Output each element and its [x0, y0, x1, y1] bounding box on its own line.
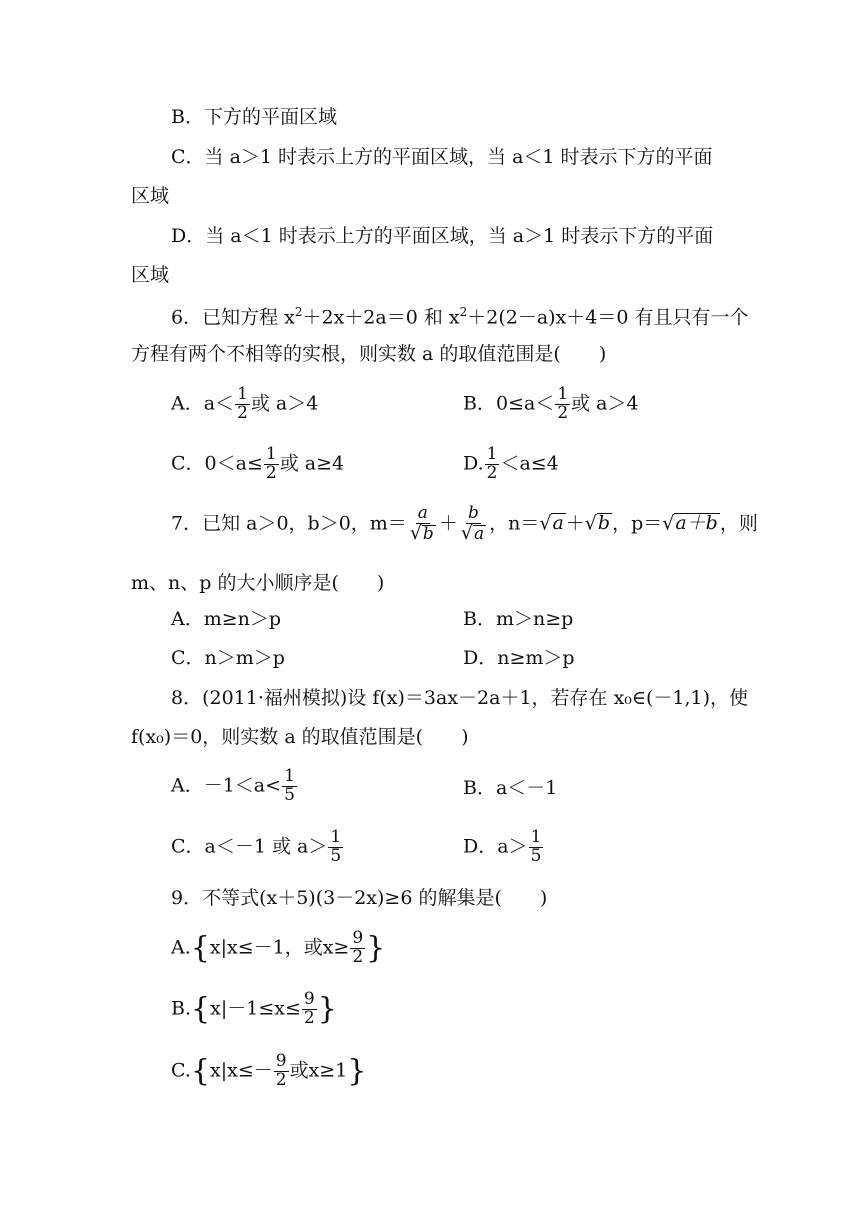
- q9-option-a: A.{x|x≤－1，或x≥ $\frac{9}{2}$ }: [171, 928, 386, 967]
- q6-stem-part-c: ＋2(2－a)x＋4＝0 有且只有一个: [467, 306, 749, 329]
- left-brace: {: [190, 1053, 210, 1089]
- fraction-one-fifth: $\frac{1}{5}$: [530, 827, 542, 866]
- q8-a-pre: A．－1＜a<: [171, 774, 282, 797]
- q6-square-2: 2: [459, 305, 468, 319]
- q6-option-a: [171, 386, 318, 423]
- q8-option-b: B．a＜－1: [463, 777, 558, 799]
- fraction-one-fifth: $\frac{1}{5}$: [284, 766, 295, 805]
- q5-option-c-line1: C．当 a＞1 时表示上方的平面区域，当 a＜1 时表示下方的平面: [171, 146, 713, 168]
- q6-b-pre: B．0≤a＜: [463, 392, 555, 415]
- q7-option-a: A．m≥n＞p: [171, 608, 282, 630]
- q7-option-b: B．m＞n≥p: [463, 608, 574, 630]
- q6-b-post: 或 a＞4: [571, 392, 639, 415]
- q6-stem-line2: 方程有两个不相等的实根，则实数 a 的取值范围是( ): [131, 343, 607, 365]
- left-brace: {: [190, 930, 210, 966]
- q7-stem-line2: m、n、p 的大小顺序是( ): [131, 572, 385, 594]
- q6-c-pre: C．0＜a≤: [171, 452, 263, 475]
- radical-sign: √: [662, 512, 675, 535]
- q6-a-pre: A．a＜: [171, 392, 235, 415]
- q7-option-c: C．n＞m＞p: [171, 647, 285, 669]
- q6-a-post: 或 a＞4: [250, 392, 319, 415]
- q5-option-b: B．下方的平面区域: [171, 106, 337, 128]
- q5-option-d-line2: 区域: [131, 264, 170, 286]
- q5-option-d-line1: D．当 a＜1 时表示上方的平面区域，当 a＞1 时表示下方的平面: [171, 225, 714, 247]
- q6-stem-part-a: 6．已知方程 x: [171, 306, 295, 329]
- right-brace: }: [317, 991, 337, 1027]
- q5-option-c-line2: 区域: [131, 185, 170, 207]
- q9-option-b: B.{x|－1≤x≤ $\frac{9}{2}$ }: [171, 989, 337, 1028]
- radical-sign: √: [584, 512, 597, 535]
- q8-stem-line1: 8．(2011·福州模拟)设 f(x)＝3ax－2a＋1，若存在 x₀∈(－1,1)，使: [171, 687, 749, 709]
- q6-square-1: 2: [294, 305, 303, 319]
- q6-option-d: [463, 446, 559, 483]
- fraction-one-half: $\frac{1}{2}$: [237, 384, 248, 423]
- q6-stem-part-b: ＋2x＋2a＝0 和 x: [302, 306, 460, 329]
- q7-option-d: D．n≥m＞p: [463, 647, 575, 669]
- fraction-nine-halves: $\frac{9}{2}$: [352, 928, 364, 967]
- radical-sign: √: [539, 512, 552, 535]
- q7-stem-line1: 7．已知 a＞0，b＞0，m＝ $\frac{a}{√b}$ ＋ $\frac{b}{√a}$ ，n＝√a ＋√b ，p＝√a＋b ，则: [171, 503, 758, 544]
- right-brace: }: [366, 930, 386, 966]
- q9-stem: 9．不等式(x＋5)(3－2x)≥6 的解集是( ): [171, 887, 548, 909]
- q6-d-post: ＜a≤4: [500, 452, 559, 475]
- radical-sign: √: [409, 521, 422, 544]
- fraction-one-fifth: $\frac{1}{5}$: [330, 827, 342, 866]
- q8-option-c: [171, 829, 344, 866]
- radical-sign: √: [460, 521, 473, 544]
- q8-option-d: [463, 829, 544, 866]
- right-brace: }: [347, 1053, 367, 1089]
- left-brace: {: [191, 991, 211, 1027]
- fraction-b-over-sqrt-a: $\frac{b}{√a}$: [460, 503, 485, 544]
- fraction-one-half: $\frac{1}{2}$: [486, 444, 498, 483]
- fraction-nine-halves: $\frac{9}{2}$: [275, 1051, 287, 1090]
- fraction-one-half: $\frac{1}{2}$: [557, 384, 569, 423]
- fraction-a-over-sqrt-b: $\frac{a}{√b}$: [409, 503, 434, 544]
- q6-stem-line1: [171, 306, 749, 327]
- q7-pre: 7．已知 a＞0，b＞0，m＝: [171, 512, 407, 535]
- q9-option-c: C.{x|x≤－ $\frac{9}{2}$ 或x≥1}: [171, 1051, 367, 1090]
- q8-c-pre: C．a＜－1 或 a＞: [171, 835, 328, 858]
- q6-option-b: [463, 386, 639, 423]
- q8-d-pre: D．a＞: [463, 835, 528, 858]
- q8-option-a: [171, 768, 298, 805]
- fraction-nine-halves: $\frac{9}{2}$: [303, 989, 315, 1028]
- q6-d-pre: D.: [463, 452, 484, 475]
- q6-option-c: [171, 446, 344, 483]
- fraction-one-half: $\frac{1}{2}$: [265, 444, 277, 483]
- q8-stem-line2: f(x₀)＝0，则实数 a 的取值范围是( ): [131, 726, 469, 748]
- q6-c-post: 或 a≥4: [279, 452, 345, 475]
